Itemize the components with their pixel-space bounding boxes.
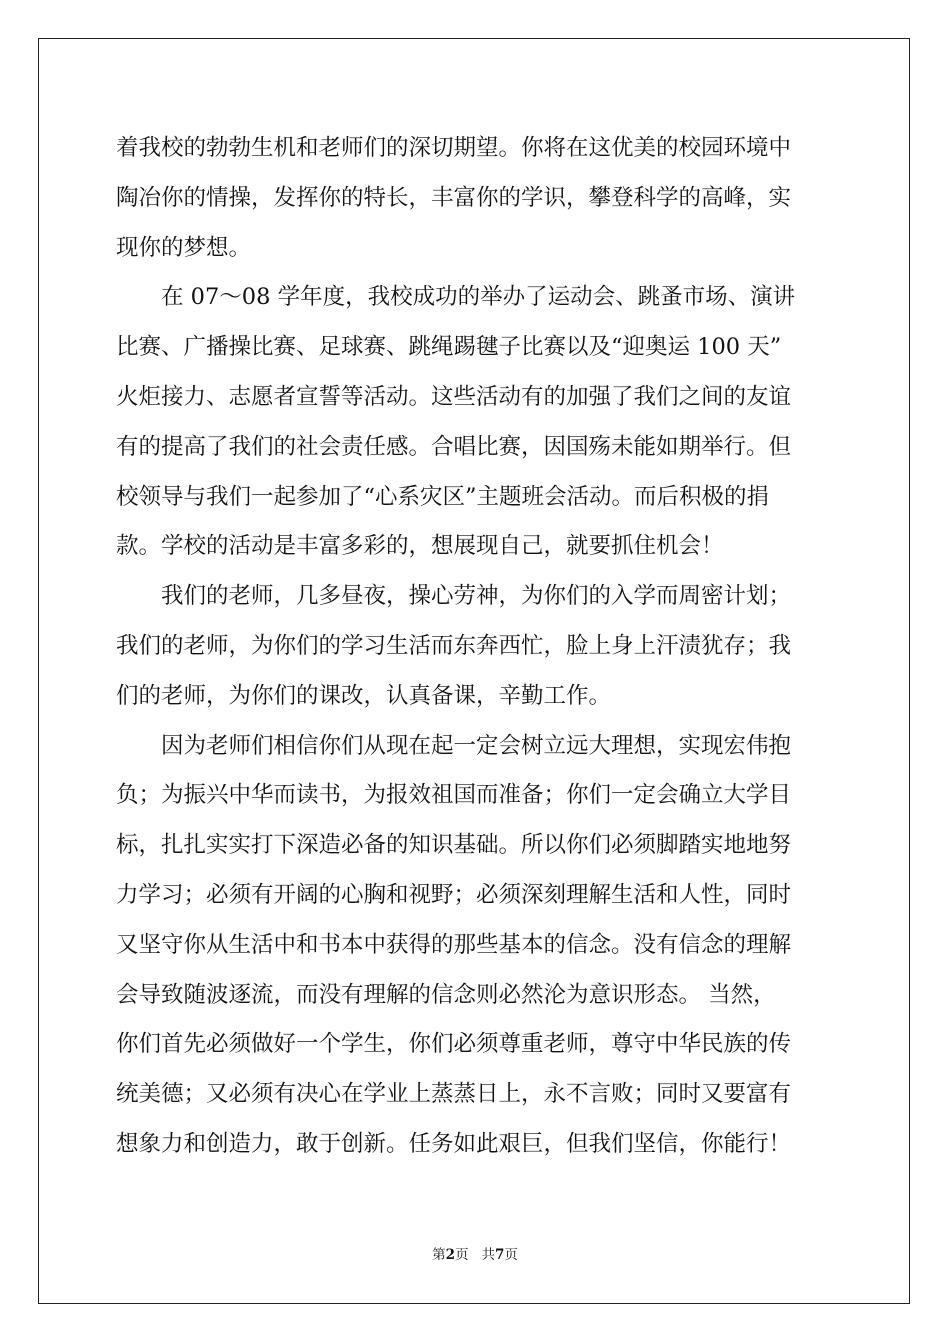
text-line: 校领导与我们一起参加了“心系灾区”主题班会活动。而后积极的捐 [116, 483, 770, 510]
text-line: 你们首先必须做好一个学生，你们必须尊重老师，尊守中华民族的传 [116, 1031, 792, 1058]
footer-page-suffix: 页 [455, 1247, 469, 1263]
text-line: 在 07～08 学年度，我校成功的举办了运动会、跳蚤市场、演讲 [161, 284, 796, 311]
text-line: 比赛、广播操比赛、足球赛、跳绳踢毽子比赛以及“迎奥运 100 天” [116, 334, 782, 361]
page-footer [0, 1243, 950, 1263]
text-line: 款。学校的活动是丰富多彩的，想展现自己，就要抓住机会！ [116, 533, 724, 560]
text-line: 我们的老师，几多昼夜，操心劳神，为你们的入学而周密计划； [161, 583, 792, 610]
text-line: 会导致随波逐流，而没有理解的信念则必然沦为意识形态。 当然， [116, 981, 776, 1008]
text-line: 着我校的勃勃生机和老师们的深切期望。你将在这优美的校园环境中 [116, 135, 792, 161]
text-line: 标，扎扎实实打下深造必备的知识基础。所以你们必须脚踏实地地努 [116, 832, 792, 859]
text-line: 现你的梦想。 [116, 234, 252, 261]
footer-page-number: 2 [445, 1247, 456, 1263]
document-body [116, 124, 836, 1170]
footer-total-prefix: 共 [481, 1247, 495, 1263]
text-line: 火炬接力、志愿者宣誓等活动。这些活动有的加强了我们之间的友谊 [116, 383, 792, 410]
text-line: 们的老师，为你们的课改，认真备课，辛勤工作。 [116, 682, 612, 709]
text-line: 有的提高了我们的社会责任感。合唱比赛，因国殇未能如期举行。但 [116, 433, 792, 460]
text-line: 因为老师们相信你们从现在起一定会树立远大理想，实现宏伟抱 [161, 732, 792, 759]
text-line: 陶冶你的情操，发挥你的特长，丰富你的学识，攀登科学的高峰，实 [116, 184, 792, 211]
footer-page-prefix: 第 [432, 1247, 446, 1263]
text-line: 统美德；又必须有决心在学业上蒸蒸日上，永不言败；同时又要富有 [116, 1081, 792, 1108]
footer-total-suffix: 页 [504, 1247, 518, 1263]
text-line: 我们的老师，为你们的学习生活而东奔西忙，脸上身上汗渍犹存；我 [116, 632, 792, 659]
text-line: 想象力和创造力，敢于创新。任务如此艰巨，但我们坚信，你能行！ [116, 1130, 792, 1157]
text-line: 又坚守你从生活中和书本中获得的那些基本的信念。没有信念的理解 [116, 931, 792, 958]
text-line: 负；为振兴中华而读书，为报效祖国而准备；你们一定会确立大学目 [116, 782, 792, 809]
text-line: 力学习；必须有开阔的心胸和视野；必须深刻理解生活和人性，同时 [116, 881, 792, 908]
footer-total-pages: 7 [494, 1247, 505, 1263]
